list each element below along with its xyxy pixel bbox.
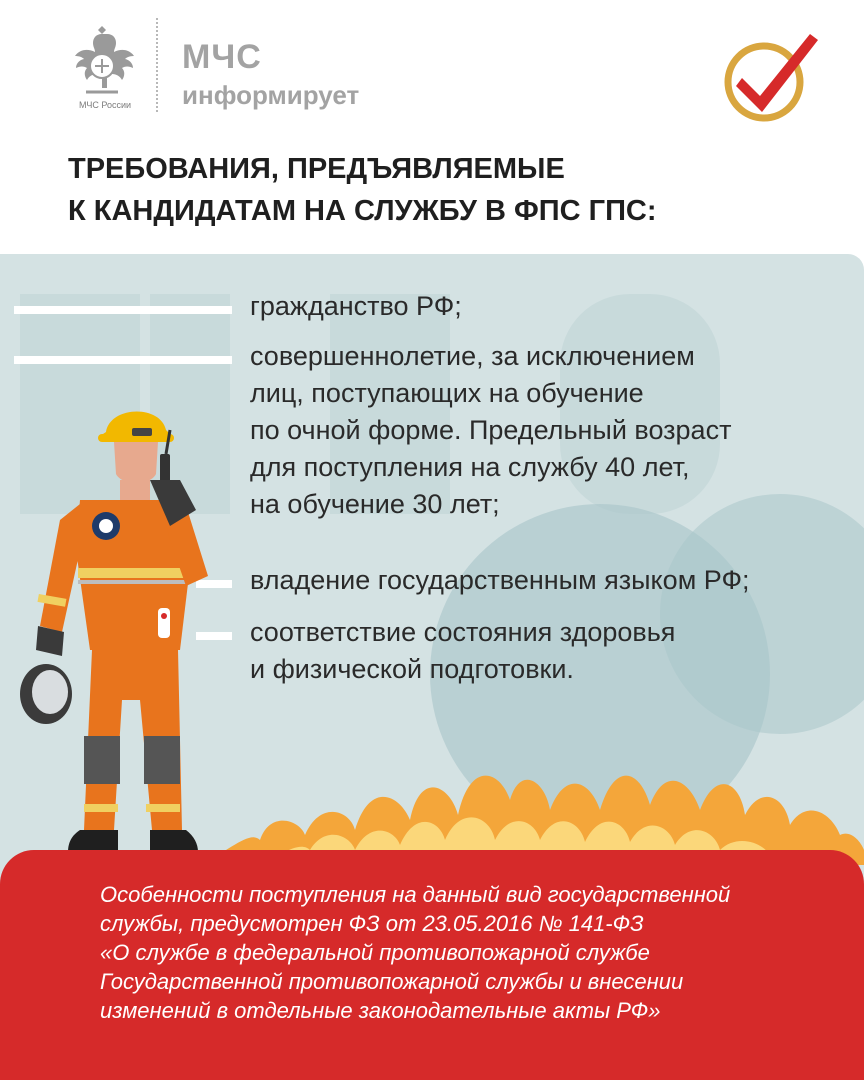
legal-note <box>100 880 730 1025</box>
legal-note-line: службы, предусмотрен ФЗ от 23.05.2016 № 141-ФЗ <box>100 911 644 936</box>
requirement-health <box>250 614 675 688</box>
legal-note-line: Государственной противопожарной службы и внесении <box>100 969 684 994</box>
brand-tagline: информирует <box>182 80 360 110</box>
requirement-line: совершеннолетие, за исключением <box>250 341 695 371</box>
mchs-emblem-icon <box>64 20 140 112</box>
legal-note-line: «О службе в федеральной противопожарной службе <box>100 940 650 965</box>
requirement-line: и физической подготовки. <box>250 654 574 684</box>
requirement-line: владение государственным языком РФ; <box>250 565 750 595</box>
check-mark-icon <box>718 26 822 126</box>
firefighter-illustration <box>10 400 230 870</box>
page-title <box>68 148 657 232</box>
requirement-line: соответствие состояния здоровья <box>250 617 676 647</box>
requirement-line: на обучение 30 лет; <box>250 489 500 519</box>
brand-name: МЧС <box>182 38 262 76</box>
requirement-line: лиц, поступающих на обучение <box>250 378 644 408</box>
requirement-age <box>250 338 731 523</box>
header-divider <box>156 18 158 112</box>
title-line-1: ТРЕБОВАНИЯ, ПРЕДЪЯВЛЯЕМЫЕ <box>68 153 565 185</box>
bullet-line <box>14 356 232 364</box>
requirement-line: гражданство РФ; <box>250 291 462 321</box>
requirement-citizenship <box>250 288 462 325</box>
emblem-caption: МЧС России <box>78 100 132 110</box>
bullet-line <box>14 306 232 314</box>
requirement-line: для поступления на службу 40 лет, <box>250 452 690 482</box>
legal-note-line: изменений в отдельные законодательные акты РФ» <box>100 998 661 1023</box>
requirement-language <box>250 562 750 599</box>
legal-note-line: Особенности поступления на данный вид государственной <box>100 882 731 907</box>
title-line-2: К КАНДИДАТАМ НА СЛУЖБУ В ФПС ГПС: <box>68 195 657 227</box>
requirement-line: по очной форме. Предельный возраст <box>250 415 732 445</box>
